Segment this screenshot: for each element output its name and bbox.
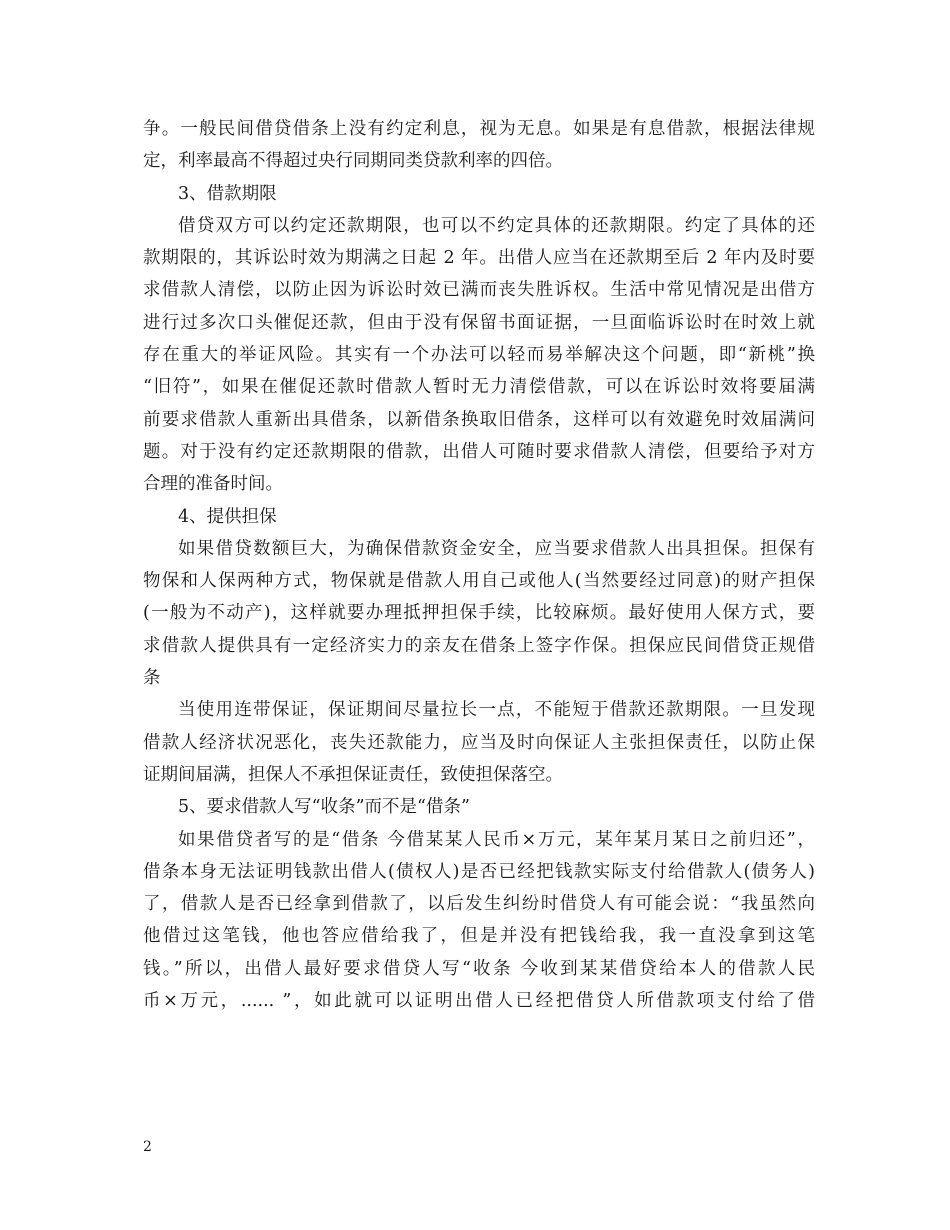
text-line: 款期限的，其诉讼时效为期满之日起 2 年。出借人应当在还款期至后 2 年内及时要	[143, 248, 815, 269]
text-line: 借款人经济状况恶化，丧失还款能力，应当及时向保证人主张担保责任，以防止保	[143, 732, 815, 753]
text-line: 了，借款人是否已经拿到借款了，以后发生纠纷时借贷人有可能会说：“我虽然向	[143, 894, 815, 915]
text-line: 争。一般民间借贷借条上没有约定利息，视为无息。如果是有息借款，根据法律规	[143, 119, 815, 139]
text-line: (一般为不动产)，这样就要办理抵押担保手续，比较麻烦。最好使用人保方式，要	[143, 603, 815, 624]
text-line: 题。对于没有约定还款期限的借款，出借人可随时要求借款人清偿，但要给予对方	[143, 441, 815, 462]
text-line: 合理的准备时间。	[143, 474, 283, 495]
text-line: 3、借款期限	[178, 183, 277, 204]
text-line: 如果借贷数额巨大，为确保借款资金安全，应当要求借款人出具担保。担保有	[178, 538, 815, 559]
body-text	[143, 113, 815, 1017]
text-line: 定，利率最高不得超过央行同期同类贷款利率的四倍。	[143, 151, 563, 172]
text-line: 借贷双方可以约定还款期限，也可以不约定具体的还款期限。约定了具体的还	[178, 215, 815, 236]
text-line: 进行过多次口头催促还款，但由于没有保留书面证据，一旦面临诉讼时在时效上就	[143, 312, 815, 333]
text-line: 条	[143, 668, 161, 689]
text-line: 币×万元，...... ”，如此就可以证明出借人已经把借贷人所借款项支付给了借	[143, 991, 815, 1012]
text-line: “旧符”，如果在催促还款时借款人暂时无力清偿借款，可以在诉讼时效将要届满	[143, 377, 815, 398]
text-line: 当使用连带保证，保证期间尽量拉长一点，不能短于借款还款期限。一旦发现	[178, 700, 815, 721]
text-line: 他借过这笔钱，他也答应借给我了，但是并没有把钱给我，我一直没拿到这笔	[143, 926, 815, 947]
text-line: 4、提供担保	[178, 506, 277, 527]
text-line: 前要求借款人重新出具借条，以新借条换取旧借条，这样可以有效避免时效届满问	[143, 409, 815, 430]
text-line: 如果借贷者写的是“借条 今借某某人民币×万元，某年某月某日之前归还”，	[178, 829, 815, 850]
text-line: 求借款人清偿，以防止因为诉讼时效已满而丧失胜诉权。生活中常见情况是出借方	[143, 280, 815, 301]
text-line: 存在重大的举证风险。其实有一个办法可以轻而易举解决这个问题，即“新桃”换	[143, 345, 815, 366]
text-line: 物保和人保两种方式，物保就是借款人用自己或他人(当然要经过同意)的财产担保	[143, 571, 815, 592]
text-line: 证期间届满，担保人不承担保证责任，致使担保落空。	[143, 764, 563, 785]
text-line: 借条本身无法证明钱款出借人(债权人)是否已经把钱款实际支付给借款人(债务人)	[143, 861, 815, 882]
page-number: 2	[143, 1139, 152, 1155]
text-line: 求借款人提供具有一定经济实力的亲友在借条上签字作保。担保应民间借贷正规借	[143, 635, 815, 656]
text-line: 钱。”所以，出借人最好要求借贷人写“收条 今收到某某借贷给本人的借款人民	[143, 958, 815, 979]
text-line: 5、要求借款人写“收条”而不是“借条”	[178, 797, 470, 818]
